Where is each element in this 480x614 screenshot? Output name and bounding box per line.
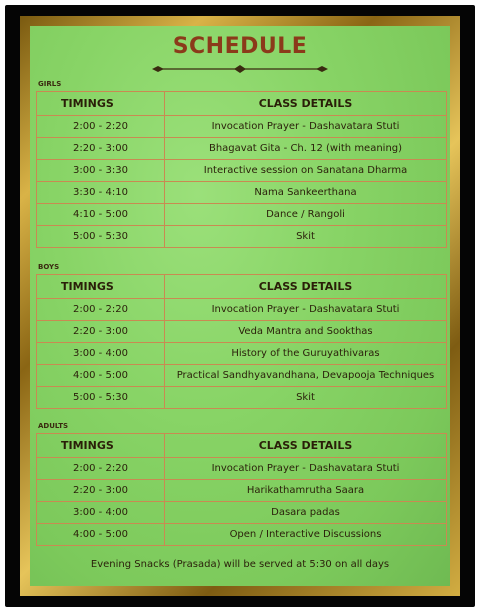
detail-cell: Dasara padas [165,502,447,524]
time-cell: 2:00 - 2:20 [37,116,165,138]
detail-cell: Skit [165,387,447,409]
detail-cell: Harikathamrutha Saara [165,480,447,502]
table-row [37,365,447,387]
schedule-table-adults [36,433,447,546]
time-cell: 4:00 - 5:00 [37,365,165,387]
time-cell: 3:30 - 4:10 [37,182,165,204]
schedule-table-girls [36,91,447,248]
time-cell: 5:00 - 5:30 [37,226,165,248]
time-cell: 3:00 - 4:00 [37,343,165,365]
table-header [37,434,447,458]
table-row [37,524,447,546]
detail-cell: Skit [165,226,447,248]
table-row [37,321,447,343]
time-cell: 2:20 - 3:00 [37,321,165,343]
schedule-panel [30,26,450,586]
detail-cell: Open / Interactive Discussions [165,524,447,546]
schedule-table-boys [36,274,447,409]
section-label-boys: BOYS [38,263,60,271]
time-cell: 4:10 - 5:00 [37,204,165,226]
detail-cell: Invocation Prayer - Dashavatara Stuti [165,458,447,480]
table-header [37,92,447,116]
time-cell: 2:00 - 2:20 [37,458,165,480]
detail-cell: Practical Sandhyavandhana, Devapooja Techniques [165,365,447,387]
time-cell: 4:00 - 5:00 [37,524,165,546]
table-header [37,275,447,299]
footer-note: Evening Snacks (Prasada) will be served at 5:30 on all days [90,559,390,570]
divider-ornament-icon [150,64,330,74]
time-cell: 3:00 - 4:00 [37,502,165,524]
time-cell: 2:20 - 3:00 [37,138,165,160]
detail-cell: Dance / Rangoli [165,204,447,226]
timings-header: TIMINGS [37,275,165,299]
time-cell: 2:00 - 2:20 [37,299,165,321]
table-row [37,226,447,248]
table-row [37,182,447,204]
detail-cell: Veda Mantra and Sookthas [165,321,447,343]
table-row [37,204,447,226]
time-cell: 5:00 - 5:30 [37,387,165,409]
table-row [37,387,447,409]
detail-cell: History of the Guruyathivaras [165,343,447,365]
table-row [37,160,447,182]
table-row [37,458,447,480]
timings-header: TIMINGS [37,434,165,458]
table-row [37,502,447,524]
section-label-adults: ADULTS [38,422,69,430]
table-row [37,138,447,160]
details-header: CLASS DETAILS [165,275,447,299]
time-cell: 2:20 - 3:00 [37,480,165,502]
details-header: CLASS DETAILS [165,434,447,458]
table-row [37,343,447,365]
detail-cell: Nama Sankeerthana [165,182,447,204]
table-row [37,116,447,138]
table-row [37,480,447,502]
detail-cell: Interactive session on Sanatana Dharma [165,160,447,182]
time-cell: 3:00 - 3:30 [37,160,165,182]
detail-cell: Invocation Prayer - Dashavatara Stuti [165,299,447,321]
detail-cell: Bhagavat Gita - Ch. 12 (with meaning) [165,138,447,160]
page-title: SCHEDULE [172,34,308,59]
section-label-girls: GIRLS [38,80,62,88]
table-row [37,299,447,321]
timings-header: TIMINGS [37,92,165,116]
detail-cell: Invocation Prayer - Dashavatara Stuti [165,116,447,138]
details-header: CLASS DETAILS [165,92,447,116]
